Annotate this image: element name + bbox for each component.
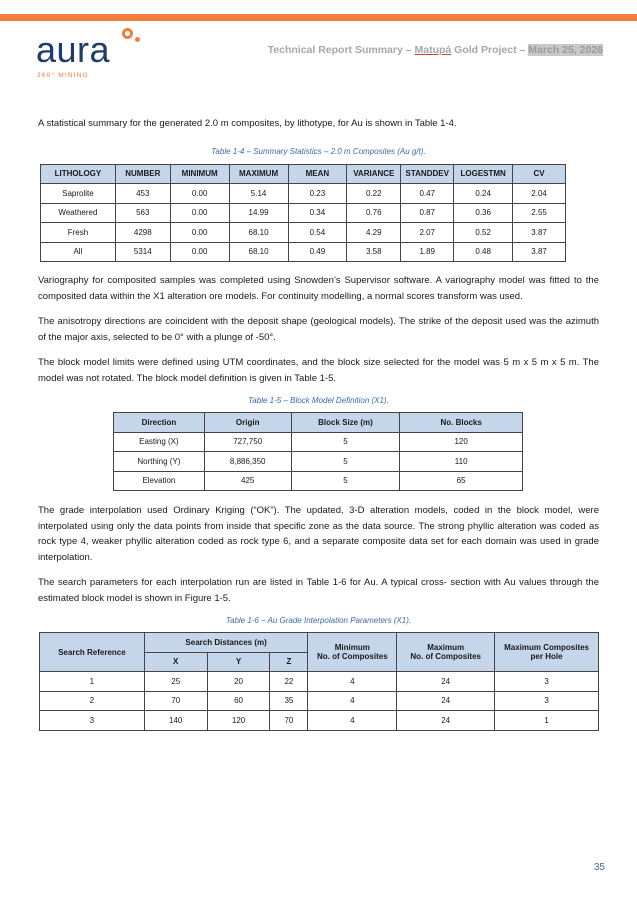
table-header-row	[114, 413, 523, 433]
table-cell: 70	[270, 711, 308, 731]
paragraph-grade-interpolation: The grade interpolation used Ordinary Kriging (“OK”). The updated, 3-D alteration models, coded in the block model, were interpolated using only the data points from inside that specific zone as the data source. The strong phyllic alteration was coded as rock type 4, weaker phyllic alteration coded as rock type 6, and a separate composite data set for each domain was used in grade interpolation.	[38, 505, 599, 563]
table-cell: 0.52	[454, 223, 513, 243]
table-cell: 1	[495, 711, 599, 731]
summary-statistics-table	[40, 164, 566, 263]
paragraph-anisotropy: The anisotropy directions are coincident with the deposit shape (geological models). The strike of the deposit used was the azimuth of the major axis, selected to be 0° with a plunge of -50°.	[38, 316, 599, 343]
table-cell: 0.47	[401, 184, 454, 204]
table-cell: 0.87	[401, 203, 454, 223]
column-header: LOGESTMN	[454, 164, 513, 184]
table-cell: 5	[291, 432, 400, 452]
table-cell: 24	[397, 691, 495, 711]
logo-ring-icon	[122, 28, 133, 39]
page-number: 35	[593, 862, 605, 873]
table-row	[114, 452, 523, 472]
header-max-composites	[397, 633, 495, 672]
table-cell: 0.22	[347, 184, 401, 204]
table-cell: 0.00	[170, 203, 229, 223]
table-cell: 0.49	[288, 242, 347, 262]
table-cell: 3.58	[347, 242, 401, 262]
table-cell: 22	[270, 672, 308, 692]
table-cell: 0.76	[347, 203, 401, 223]
table-cell: 4	[308, 711, 397, 731]
table-cell: 60	[207, 691, 270, 711]
table-cell: 65	[400, 471, 523, 491]
table-cell: 1	[40, 672, 145, 692]
header-x: X	[144, 652, 207, 672]
table-cell: 2.07	[401, 223, 454, 243]
table-1-6-caption: Table 1-6 – Au Grade Interpolation Parameters (X1).	[225, 616, 412, 625]
table-cell: 5	[291, 471, 400, 491]
header-search-reference: Search Reference	[40, 633, 145, 672]
column-header: LITHOLOGY	[41, 164, 116, 184]
header-z: Z	[270, 652, 308, 672]
column-header: MEAN	[288, 164, 347, 184]
table-cell: 70	[144, 691, 207, 711]
header-search-distances: Search Distances (m)	[144, 633, 308, 653]
header-y: Y	[207, 652, 270, 672]
table-header-row	[41, 164, 566, 184]
interpolation-parameters-table	[39, 632, 599, 731]
table-cell: Elevation	[114, 471, 205, 491]
paragraph-block-model: The block model limits were defined using UTM coordinates, and the block size selected for the model was 5 m x 5 m x 5 m. The model was not rotated. The block model definition is given in Table 1-5.	[38, 357, 599, 384]
report-header-title	[268, 44, 603, 56]
column-header: NUMBER	[115, 164, 170, 184]
table-cell: 3.87	[513, 242, 566, 262]
table-cell: 24	[397, 672, 495, 692]
table-cell: 4.29	[347, 223, 401, 243]
table-cell: 35	[270, 691, 308, 711]
logo-wordmark: aura	[36, 29, 111, 70]
table-cell: 4298	[115, 223, 170, 243]
column-header: STANDDEV	[401, 164, 454, 184]
table-cell: 140	[144, 711, 207, 731]
table-cell: 5314	[115, 242, 170, 262]
table-cell: Easting (X)	[114, 432, 205, 452]
table-cell: 0.48	[454, 242, 513, 262]
table-cell: 2	[40, 691, 145, 711]
table-row	[114, 432, 523, 452]
header-date: March 25, 2026	[528, 44, 603, 56]
table-cell: 727,750	[204, 432, 291, 452]
table-cell: Northing (Y)	[114, 452, 205, 472]
table-cell: 3	[495, 691, 599, 711]
header-title-prefix: Technical Report Summary –	[267, 44, 412, 56]
table-cell: 24	[397, 711, 495, 731]
table-cell: 0.00	[170, 242, 229, 262]
page-content	[38, 114, 599, 731]
paragraph-stats-intro: A statistical summary for the generated 2.0 m composites, by lithotype, for Au is shown in Table 1-4.	[38, 118, 457, 129]
header-max-line1: Maximum	[427, 643, 465, 652]
table-cell: 68.10	[229, 242, 288, 262]
table-cell: 3	[495, 672, 599, 692]
column-header: Block Size (m)	[291, 413, 400, 433]
table-cell: 0.00	[170, 184, 229, 204]
header-min-line2: No. of Composites	[316, 652, 388, 661]
logo-tagline: 360° MINING	[37, 72, 89, 79]
table-cell: 0.34	[288, 203, 347, 223]
table-cell: 0.54	[288, 223, 347, 243]
table-cell: 0.00	[170, 223, 229, 243]
table-cell: Weathered	[41, 203, 116, 223]
header-project-rest: Gold Project –	[454, 44, 526, 56]
paragraph-variography: Variography for composited samples was completed using Snowden’s Supervisor software. A variography model was fitted to the composited data within the X1 alteration ore models. For continuity modelling, a normal scores transform was used.	[38, 275, 599, 302]
table-row	[40, 672, 599, 692]
table-cell: 120	[400, 432, 523, 452]
table-cell: 110	[400, 452, 523, 472]
table-header-row	[40, 633, 599, 653]
table-cell: 3.87	[513, 223, 566, 243]
table-cell: 563	[115, 203, 170, 223]
header-max-composites-per-hole: Maximum Composites per Hole	[495, 633, 599, 672]
table-cell: 20	[207, 672, 270, 692]
table-cell: 4	[308, 691, 397, 711]
header-accent-bar	[0, 14, 637, 21]
table-cell: 0.24	[454, 184, 513, 204]
table-row	[41, 242, 566, 262]
table-1-4-caption: Table 1-4 – Summary Statistics – 2.0 m Composites (Au g/t).	[211, 146, 426, 156]
table-cell: 5	[291, 452, 400, 472]
table-cell: 0.36	[454, 203, 513, 223]
table-cell: 425	[204, 471, 291, 491]
table-cell: 68.10	[229, 223, 288, 243]
table-row	[41, 184, 566, 204]
column-header: CV	[513, 164, 566, 184]
table-cell: 4	[308, 672, 397, 692]
column-header: MAXIMUM	[229, 164, 288, 184]
table-cell: 3	[40, 711, 145, 731]
paragraph-search-parameters: The search parameters for each interpolation run are listed in Table 1-6 for Au. A typical cross- section with Au values through the estimated block model is shown in Figure 1-5.	[38, 577, 599, 604]
table-row	[40, 691, 599, 711]
table-cell: All	[41, 242, 116, 262]
table-cell: 453	[115, 184, 170, 204]
table-cell: Saprolite	[41, 184, 116, 204]
table-row	[41, 203, 566, 223]
table-cell: 1.89	[401, 242, 454, 262]
column-header: Direction	[114, 413, 205, 433]
header-max-line2: No. of Composites	[410, 652, 481, 661]
table-row	[41, 223, 566, 243]
logo-dot-icon	[135, 37, 140, 42]
table-cell: Fresh	[41, 223, 116, 243]
table-cell: 2.04	[513, 184, 566, 204]
header-project-name: Matupá	[414, 44, 452, 56]
table-row	[40, 711, 599, 731]
table-cell: 14.99	[229, 203, 288, 223]
column-header: MINIMUM	[170, 164, 229, 184]
table-1-5-caption: Table 1-5 – Block Model Definition (X1).	[248, 396, 389, 405]
table-cell: 8,886,350	[204, 452, 291, 472]
table-cell: 25	[144, 672, 207, 692]
block-model-table	[113, 412, 523, 491]
table-row	[114, 471, 523, 491]
table-cell: 2.55	[513, 203, 566, 223]
column-header: VARIANCE	[347, 164, 401, 184]
table-cell: 5.14	[229, 184, 288, 204]
table-cell: 0.23	[288, 184, 347, 204]
table-cell: 120	[207, 711, 270, 731]
header-min-composites	[308, 633, 397, 672]
column-header: No. Blocks	[400, 413, 523, 433]
aura-logo	[36, 26, 156, 82]
column-header: Origin	[204, 413, 291, 433]
header-min-line1: Minimum	[334, 643, 370, 652]
